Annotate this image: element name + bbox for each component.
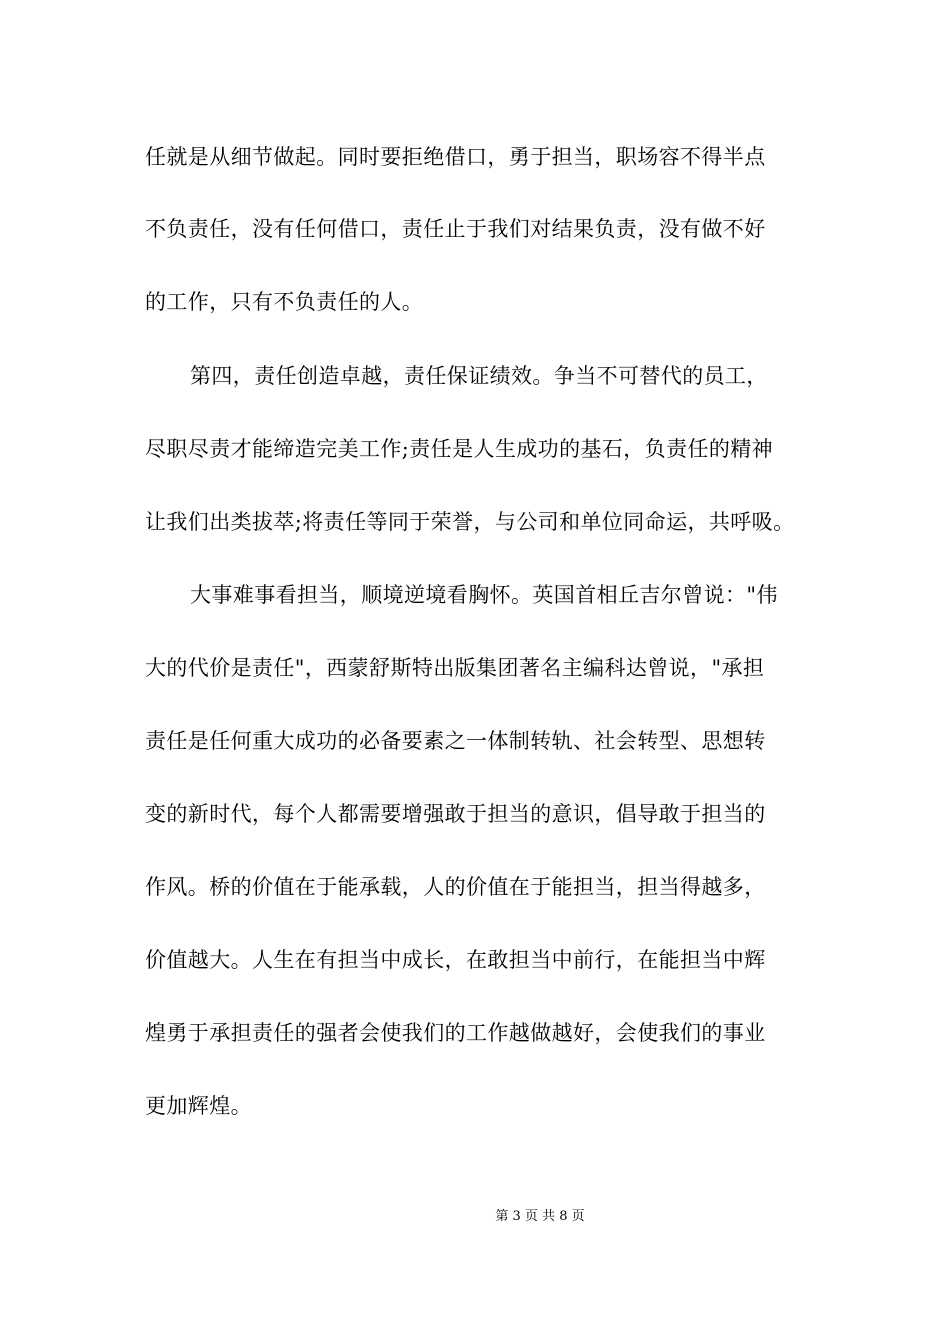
paragraph-line: 尽职尽责才能缔造完美工作;责任是人生成功的基石，负责任的精神 — [145, 437, 774, 461]
paragraph-line: 不负责任，没有任何借口，责任止于我们对结果负责，没有做不好 — [145, 217, 766, 241]
paragraph-line: 变的新时代，每个人都需要增强敢于担当的意识，倡导敢于担当的 — [145, 802, 766, 826]
paragraph-line: 大事难事看担当，顺境逆境看胸怀。英国首相丘吉尔曾说："伟 — [190, 583, 778, 607]
paragraph-line: 大的代价是责任"，西蒙舒斯特出版集团著名主编科达曾说，"承担 — [145, 656, 765, 680]
paragraph-line: 更加辉煌。 — [145, 1094, 252, 1118]
paragraph-line: 让我们出类拔萃;将责任等同于荣誉，与公司和单位同命运，共呼吸。 — [145, 510, 795, 534]
paragraph-line: 煌勇于承担责任的强者会使我们的工作越做越好，会使我们的事业 — [145, 1021, 766, 1045]
page-number-footer: 第 3 页 共 8 页 — [495, 1209, 585, 1224]
paragraph-line: 作风。桥的价值在于能承载，人的价值在于能担当，担当得越多， — [145, 875, 766, 899]
paragraph-line: 的工作，只有不负责任的人。 — [145, 290, 424, 314]
paragraph-line: 责任是任何重大成功的必备要素之一体制转轨、社会转型、思想转 — [145, 729, 766, 753]
paragraph-line: 任就是从细节做起。同时要拒绝借口，勇于担当，职场容不得半点 — [145, 145, 766, 169]
paragraph-line: 价值越大。人生在有担当中成长，在敢担当中前行，在能担当中辉 — [145, 948, 766, 972]
paragraph-line: 第四，责任创造卓越，责任保证绩效。争当不可替代的员工， — [190, 364, 768, 388]
